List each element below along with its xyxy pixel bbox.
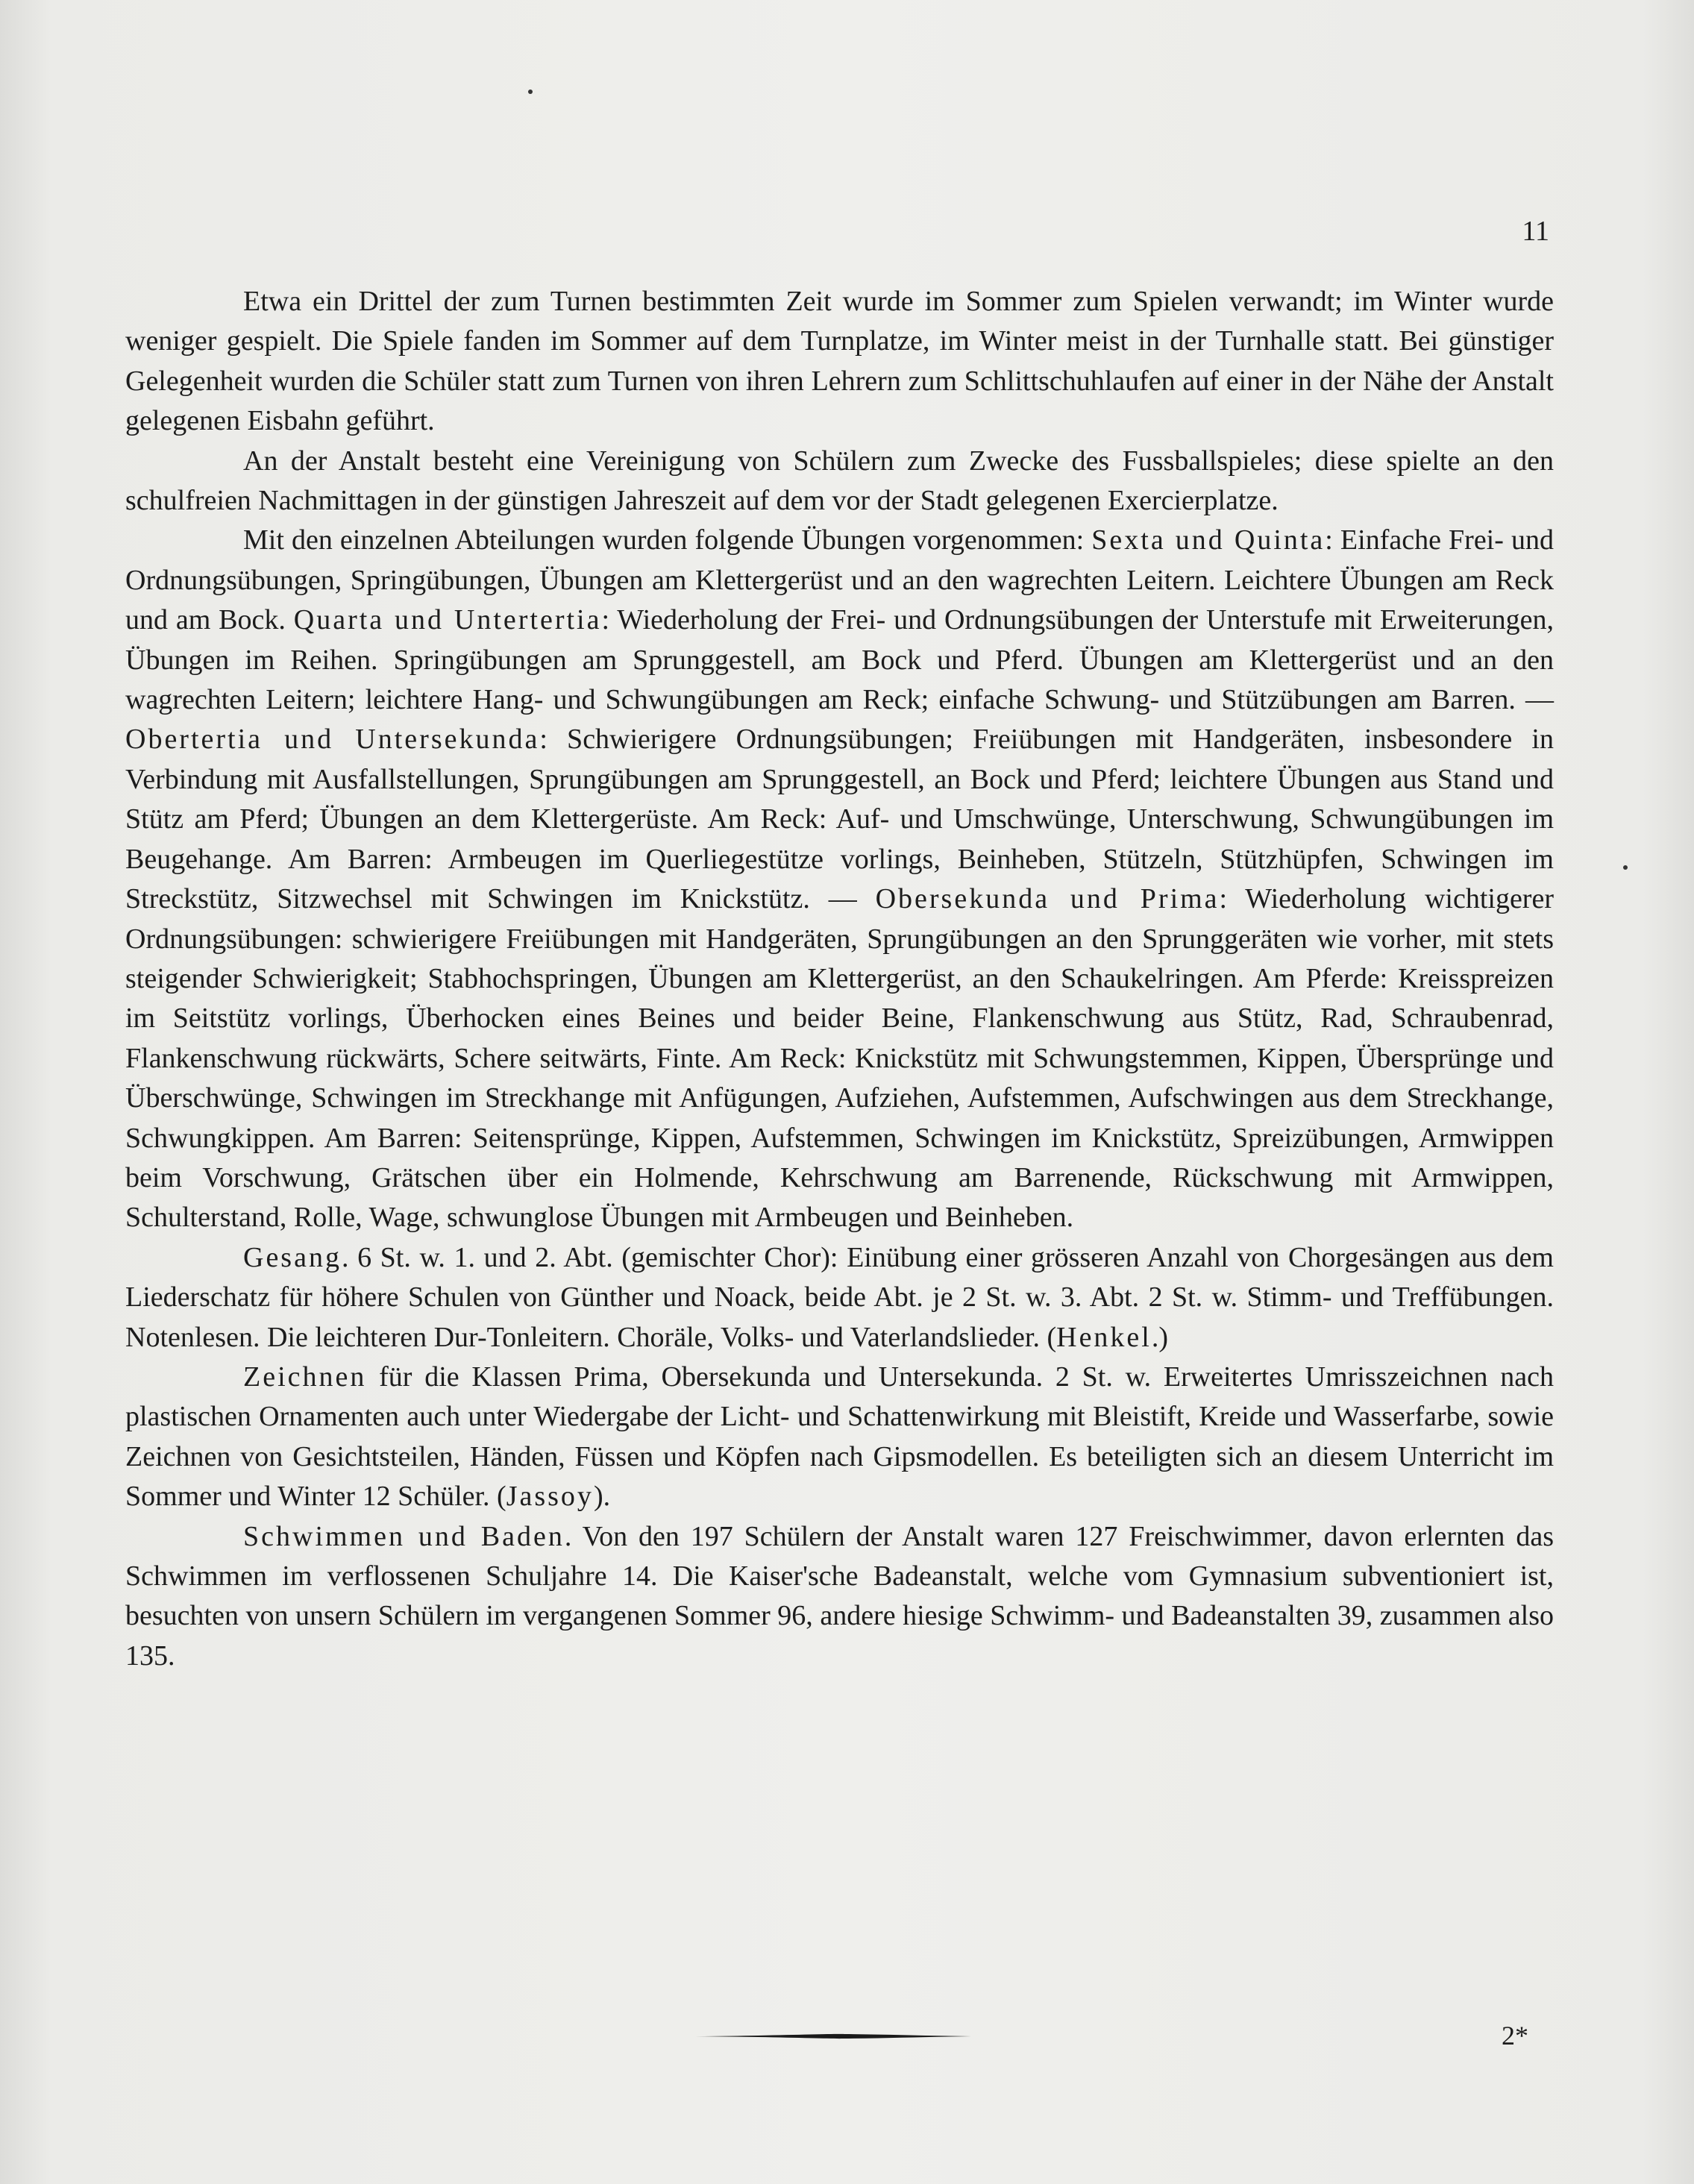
subject-heading-schwimmen: Schwimmen und Baden xyxy=(243,1520,565,1552)
text-segment: An der Anstalt besteht eine Vereinigung von Schülern zum Zwecke des Fussballspieles; diese spielte an den schulfreien Nachmittagen in der günstigen Jahreszeit auf dem vor der Stadt gelegenen Exercierplatze. xyxy=(125,445,1554,517)
paragraph-spiele xyxy=(125,282,1554,442)
signature-mark: 2* xyxy=(1502,2021,1528,2050)
class-heading-obertertia-untersekunda: Obertertia und Untersekunda xyxy=(125,724,540,756)
page-number: 11 xyxy=(1522,216,1549,247)
teacher-name-henkel: Henkel xyxy=(1056,1321,1152,1353)
speck-mark xyxy=(1623,865,1628,870)
class-heading-obersekunda-prima: Obersekunda und Prima xyxy=(875,883,1220,915)
class-heading-sexta-quinta: Sexta und Quinta xyxy=(1091,524,1326,556)
text-segment: : Wiederholung der Frei- und Ordnungsübungen der Unterstufe mit Erweiterungen, Übungen im Reihen. Springübungen am Sprunggestell, am Bock und Pferd. Übungen am Klettergerüst und an den wagrechten Leitern; leichtere Hang- und Schwungübungen am Reck; einfache Schwung- und Stützübungen am Barren. — xyxy=(125,604,1554,716)
text-segment: .) xyxy=(1151,1321,1169,1353)
text-segment: . 6 St. w. 1. und 2. Abt. (gemischter Chor): Einübung einer grösseren Anzahl von Chorgesängen aus dem Liederschatz für höhere Schulen von Günther und Noack, beide Abt. je 2 St. w. 3. Abt. 2 St. w. Stimm- und Treffübungen. Notenlesen. Die leichteren Dur-Tonleitern. Choräle, Volks- und Vaterlandslieder. ( xyxy=(125,1241,1554,1353)
text-segment: Etwa ein Drittel der zum Turnen bestimmten Zeit wurde im Sommer zum Spielen verwandt; im Winter wurde weniger gespielt. Die Spiele fanden im Sommer auf dem Turnplatze, im Winter meist in der Turnhalle statt. Bei günstiger Gelegenheit wurden die Schüler statt zum Turnen von ihren Lehrern zum Schlittschuhlaufen auf einer in der Nähe der Anstalt gelegenen Eisbahn geführt. xyxy=(125,286,1554,437)
text-segment: Mit den einzelnen Abteilungen wurden folgende Übungen vorgenommen: xyxy=(243,524,1092,556)
text-segment: : Schwierigere Ordnungsübungen; Freiübungen mit Handgeräten, insbesondere in Verbindung mit Ausfallstellungen, Sprungübungen am Sprunggestell, an Bock und Pferd; leichtere Übungen aus Stand und Stütz am Pferd; Übungen an dem Klettergerüste. Am Reck: Auf- und Umschwünge, Unterschwung, Schwungübungen im Beugehange. Am Barren: Armbeugen im Querliegestütze vorlings, Beinheben, Stützeln, Stützhüpfen, Schwingen im Streckstütz, Sitzwechsel mit Schwingen im Knickstütz. — xyxy=(125,724,1554,915)
paragraph-turnuebungen xyxy=(125,521,1554,1237)
text-segment: . Von den 197 Schülern der Anstalt waren 127 Freischwimmer, davon erlernten das Schwimmen im verflossenen Schuljahre 14. Die Kaiser'sche Badeanstalt, welche vom Gymnasium subventioniert ist, besuchten von unsern Schülern im vergangenen Sommer 96, andere hiesige Schwimm- und Badeanstalten 39, zusammen also 135. xyxy=(125,1520,1554,1672)
text-segment: : Einfache Frei- und Ordnungsübungen, Springübungen, Übungen am Klettergerüst und an den wagrechten Leitern. Leichtere Übungen am Reck und am Bock. xyxy=(125,524,1554,636)
teacher-name-jassoy: Jassoy xyxy=(506,1481,594,1513)
class-heading-quarta-untertertia: Quarta und Untertertia xyxy=(293,604,602,636)
subject-heading-zeichnen: Zeichnen xyxy=(243,1361,367,1393)
body-text xyxy=(125,282,1554,1676)
closing-rule xyxy=(695,2033,971,2039)
paragraph-fussball xyxy=(125,442,1554,521)
subject-heading-gesang: Gesang xyxy=(243,1241,342,1273)
speck-mark xyxy=(528,90,533,94)
text-segment: : Wiederholung wichtigerer Ordnungsübungen: schwierigere Freiübungen mit Handgeräten, Sprungübungen an den Sprunggeräten wie vorher, mit stets steigender Schwierigkeit; Stabhochspringen, Übungen am Klettergerüst, an den Schaukelringen. Am Pferde: Kreisspreizen im Seitstütz vorlings, Überhocken eines Beines und beider Beine, Flankenschwung aus Stütz, Rad, Schraubenrad, Flankenschwung rückwärts, Schere seitwärts, Finte. Am Reck: Knickstütz mit Schwungstemmen, Kippen, Übersprünge und Überschwünge, Schwingen im Streckhange mit Anfügungen, Aufziehen, Aufstemmen, Aufschwingen aus dem Streckhange, Schwungkippen. Am Barren: Seitensprünge, Kippen, Aufstemmen, Schwingen im Knickstütz, Spreizübungen, Armwippen beim Vorschwung, Grätschen über ein Holmende, Kehrschwung am Barrenende, Rückschwung mit Armwippen, Schulterstand, Rolle, Wage, schwunglose Übungen mit Armbeugen und Beinheben. xyxy=(125,883,1554,1234)
text-segment: für die Klassen Prima, Obersekunda und Untersekunda. 2 St. w. Erweitertes Umrisszeichnen nach plastischen Ornamenten auch unter Wiedergabe der Licht- und Schattenwirkung mit Bleistift, Kreide und Wasserfarbe, sowie Zeichnen von Gesichtsteilen, Händen, Füssen und Köpfen nach Gipsmodellen. Es beteiligten sich an diesem Unterricht im Sommer und Winter 12 Schüler. ( xyxy=(125,1361,1554,1513)
paragraph-schwimmen xyxy=(125,1517,1554,1677)
paragraph-gesang xyxy=(125,1238,1554,1358)
paragraph-zeichnen xyxy=(125,1358,1554,1517)
text-segment: ). xyxy=(593,1481,611,1513)
